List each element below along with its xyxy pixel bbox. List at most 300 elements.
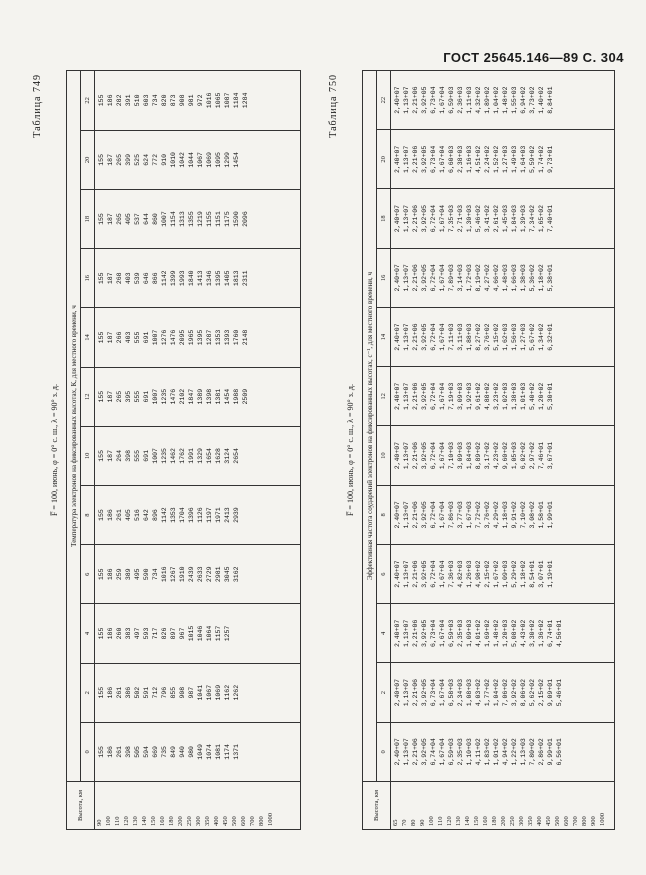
cell-value: 539 bbox=[134, 272, 141, 285]
cell-value: 6,74+04 bbox=[430, 738, 437, 766]
height-value: 100 bbox=[428, 816, 435, 826]
cell-value: 187 bbox=[107, 272, 114, 285]
cell-value: 7,72+02 bbox=[475, 501, 482, 529]
cell-value: 186 bbox=[107, 746, 114, 758]
cell-value: 155 bbox=[98, 390, 105, 403]
cell-value: 908 bbox=[179, 686, 186, 699]
hour-header: 18 bbox=[377, 189, 391, 248]
cell-value: 1355 bbox=[188, 211, 195, 227]
cell-value: 7,36+03 bbox=[448, 560, 455, 588]
cell-value: 8,84+01 bbox=[547, 86, 554, 114]
cell-value: 1399 bbox=[170, 270, 177, 287]
cell-value: 3,92+05 bbox=[421, 501, 428, 529]
cell-value: 1,13+07 bbox=[403, 501, 410, 529]
cell-value: 6,72+04 bbox=[430, 323, 437, 351]
cell-value: 2311 bbox=[242, 270, 249, 287]
height-value: 600 bbox=[563, 816, 570, 826]
cell-value: 691 bbox=[143, 331, 150, 344]
hour-header: 16 bbox=[81, 249, 95, 308]
hour-header: 0 bbox=[81, 722, 95, 781]
cell-value: 2095 bbox=[179, 329, 186, 346]
cell-value: 910 bbox=[161, 154, 168, 166]
cell-value: 1,01+03 bbox=[520, 382, 527, 411]
cell-value: 1462 bbox=[170, 448, 177, 464]
cell-value: 155 bbox=[98, 746, 105, 758]
cell-value: 1174 bbox=[224, 744, 231, 760]
cell-value: 5,67+02 bbox=[529, 323, 536, 351]
cell-value: 537 bbox=[134, 213, 141, 225]
table-subtitle: Эффективная частота соударений электронов на фиксированных высотах, с⁻¹, для местного времени, ч bbox=[363, 71, 377, 782]
cell-value: 1398 bbox=[206, 388, 213, 405]
cell-value: 1,18+02 bbox=[538, 264, 545, 292]
cell-value: 6,32+01 bbox=[547, 323, 554, 351]
cell-value: 5,30+01 bbox=[547, 382, 554, 411]
cell-value: 1,65+02 bbox=[538, 204, 545, 233]
cell-value: 2,21+06 bbox=[412, 382, 419, 411]
cell-value: 1,30+03 bbox=[466, 204, 473, 233]
height-value: 120 bbox=[446, 816, 453, 826]
cell-value: 2,21+06 bbox=[412, 619, 419, 648]
cell-value: 6,58+03 bbox=[448, 678, 455, 707]
cell-value: 2413 bbox=[224, 507, 231, 523]
cell-value: 4,66+02 bbox=[493, 264, 500, 292]
cell-value: 1329 bbox=[197, 448, 204, 464]
cell-value: 1,66+03 bbox=[511, 264, 518, 292]
cell-value: 3,92+05 bbox=[421, 264, 428, 292]
data-column bbox=[95, 189, 301, 248]
cell-value: 1154 bbox=[170, 211, 177, 227]
cell-value: 593 bbox=[143, 627, 150, 640]
cell-value: 8,54+01 bbox=[529, 560, 536, 588]
cell-value: 1,27+03 bbox=[520, 323, 527, 351]
cell-value: 155 bbox=[98, 686, 105, 699]
cell-value: 1,74+02 bbox=[538, 145, 545, 174]
cell-value: 3,92+05 bbox=[421, 204, 428, 233]
height-value: 150 bbox=[473, 816, 480, 826]
height-value: 1000 bbox=[599, 813, 606, 826]
cell-value: 1162 bbox=[224, 684, 231, 701]
cell-value: 1016 bbox=[206, 92, 213, 109]
cell-value: 1065 bbox=[215, 92, 222, 109]
cell-value: 4,29+02 bbox=[493, 501, 500, 529]
cell-value: 155 bbox=[98, 627, 105, 640]
cell-value: 4,94+02 bbox=[502, 738, 509, 766]
table-750-block bbox=[326, 70, 616, 830]
cell-value: 1074 bbox=[206, 744, 213, 760]
cell-value: 1015 bbox=[188, 625, 195, 642]
cell-value: 734 bbox=[152, 568, 159, 581]
cell-value: 1910 bbox=[179, 566, 186, 583]
cell-value: 1262 bbox=[233, 684, 240, 701]
height-value: 350 bbox=[527, 816, 534, 826]
cell-value: 1313 bbox=[179, 211, 186, 227]
height-value: 80 bbox=[410, 819, 417, 826]
cell-value: 1371 bbox=[233, 744, 240, 760]
cell-value: 1476 bbox=[170, 388, 177, 405]
cell-value: 3,14+03 bbox=[457, 264, 464, 292]
page-header: ГОСТ 25645.146—89 С. 304 bbox=[443, 50, 624, 65]
cell-value: 9,61+02 bbox=[475, 382, 482, 411]
height-header: Высота, км bbox=[363, 782, 391, 830]
height-value: 200 bbox=[177, 816, 184, 826]
cell-value: 1299 bbox=[224, 152, 231, 168]
height-value: 400 bbox=[536, 816, 543, 826]
cell-value: 3124 bbox=[224, 448, 231, 464]
cell-value: 5,40+02 bbox=[529, 382, 536, 411]
cell-value: 1,67+04 bbox=[439, 86, 446, 114]
cell-value: 1064 bbox=[206, 625, 213, 642]
cell-value: 1,67+04 bbox=[439, 619, 446, 648]
cell-value: 6,73+04 bbox=[430, 145, 437, 174]
cell-value: 7,40+01 bbox=[547, 204, 554, 233]
cell-value: 1,13+07 bbox=[403, 145, 410, 174]
cell-value: 2,24+02 bbox=[484, 145, 491, 174]
hour-header: 10 bbox=[81, 426, 95, 485]
cell-value: 187 bbox=[107, 331, 114, 344]
cell-value: 603 bbox=[143, 94, 150, 107]
hour-header: 12 bbox=[377, 367, 391, 426]
data-column bbox=[95, 604, 301, 663]
cell-value: 691 bbox=[143, 450, 150, 462]
cell-value: 3,76+02 bbox=[484, 501, 491, 529]
cell-value: 3,92+05 bbox=[421, 382, 428, 411]
cell-value: 2,15+02 bbox=[484, 560, 491, 588]
cell-value: 1,13+07 bbox=[403, 441, 410, 470]
height-value: 600 bbox=[240, 816, 247, 826]
cell-value: 1,67+04 bbox=[439, 382, 446, 411]
cell-value: 4,43+02 bbox=[520, 619, 527, 648]
cell-value: 3,09+03 bbox=[457, 382, 464, 411]
cell-value: 1,13+07 bbox=[403, 738, 410, 766]
height-value: 70 bbox=[401, 819, 408, 826]
cell-value: 9,09+01 bbox=[547, 678, 554, 707]
heights-column bbox=[391, 782, 615, 830]
cell-value: 1762 bbox=[179, 448, 186, 464]
cell-value: 1381 bbox=[215, 388, 222, 405]
cell-value: 282 bbox=[116, 94, 123, 107]
cell-value: 8,06+02 bbox=[520, 678, 527, 707]
cell-value: 510 bbox=[134, 94, 141, 107]
cell-value: 155 bbox=[98, 509, 105, 521]
cell-value: 2,71+03 bbox=[457, 204, 464, 233]
cell-value: 1,20+02 bbox=[538, 382, 545, 411]
table-formula: F̅ = 100, июнь, φ = 0° с. ш., λ = 90° з. д. bbox=[346, 384, 355, 517]
cell-value: 2654 bbox=[233, 448, 240, 464]
cell-value: 5,46+01 bbox=[556, 678, 563, 707]
cell-value: 7,35+03 bbox=[448, 204, 455, 233]
hours-header-row bbox=[81, 71, 95, 830]
cell-value: 2,40+07 bbox=[394, 382, 401, 411]
cell-value: 1,67+04 bbox=[439, 145, 446, 174]
cell-value: 155 bbox=[98, 450, 105, 462]
cell-value: 734 bbox=[152, 94, 159, 107]
cell-value: 1,20+03 bbox=[502, 619, 509, 648]
cell-value: 2,21+06 bbox=[412, 678, 419, 707]
cell-value: 555 bbox=[134, 390, 141, 403]
cell-value: 3,92+05 bbox=[421, 86, 428, 114]
cell-value: 1,08+03 bbox=[466, 678, 473, 707]
cell-value: 820 bbox=[161, 94, 168, 107]
cell-value: 2,21+06 bbox=[412, 738, 419, 766]
cell-value: 1813 bbox=[233, 270, 240, 287]
cell-value: 3,07+01 bbox=[538, 560, 545, 588]
cell-value: 1049 bbox=[197, 744, 204, 760]
cell-value: 268 bbox=[116, 272, 123, 285]
height-value: 140 bbox=[464, 816, 471, 826]
cell-value: 403 bbox=[125, 272, 132, 285]
cell-value: 391 bbox=[125, 94, 132, 107]
cell-value: 1155 bbox=[206, 211, 213, 227]
cell-value: 4,98+02 bbox=[475, 560, 482, 588]
height-value: 200 bbox=[500, 816, 507, 826]
cell-value: 405 bbox=[125, 213, 132, 225]
cell-value: 772 bbox=[152, 154, 159, 166]
cell-value: 6,60+03 bbox=[448, 145, 455, 174]
cell-value: 1,49+03 bbox=[511, 145, 518, 174]
data-column bbox=[95, 71, 301, 131]
cell-value: 1405 bbox=[224, 270, 231, 287]
cell-value: 502 bbox=[134, 686, 141, 699]
cell-value: 1346 bbox=[206, 270, 213, 287]
data-column bbox=[391, 663, 615, 722]
cell-value: 1,10+03 bbox=[466, 738, 473, 766]
cell-value: 6,59+03 bbox=[448, 619, 455, 648]
cell-value: 555 bbox=[134, 331, 141, 344]
cell-value: 3,30+02 bbox=[529, 619, 536, 648]
cell-value: 1,64+03 bbox=[520, 145, 527, 174]
cell-value: 1175 bbox=[224, 211, 231, 227]
cell-value: 1,52+02 bbox=[493, 145, 500, 174]
cell-value: 2,40+07 bbox=[394, 619, 401, 648]
rotated-page-content bbox=[30, 70, 616, 830]
cell-value: 3,92+05 bbox=[421, 145, 428, 174]
cell-value: 866 bbox=[152, 272, 159, 285]
cell-value: 187 bbox=[107, 450, 114, 462]
cell-value: 826 bbox=[161, 627, 168, 640]
cell-value: 1287 bbox=[206, 329, 213, 346]
cell-value: 6,72+04 bbox=[430, 204, 437, 233]
data-column bbox=[95, 308, 301, 367]
hour-header: 8 bbox=[81, 485, 95, 544]
cell-value: 6,94+02 bbox=[520, 86, 527, 114]
cell-value: 2,21+06 bbox=[412, 560, 419, 588]
cell-value: 3,92+05 bbox=[421, 323, 428, 351]
cell-value: 2981 bbox=[215, 566, 222, 583]
height-value: 500 bbox=[554, 816, 561, 826]
cell-value: 1,01+02 bbox=[493, 738, 500, 766]
cell-value: 1046 bbox=[197, 625, 204, 642]
hour-header: 18 bbox=[81, 189, 95, 248]
cell-value: 3,92+02 bbox=[511, 678, 518, 707]
table-749-block bbox=[30, 70, 298, 830]
cell-value: 395 bbox=[125, 390, 132, 403]
height-value: 350 bbox=[204, 816, 211, 826]
cell-value: 266 bbox=[116, 331, 123, 344]
cell-value: 1044 bbox=[188, 152, 195, 168]
cell-value: 9,91+02 bbox=[511, 501, 518, 529]
data-column bbox=[391, 367, 615, 426]
height-value: 180 bbox=[168, 816, 175, 826]
height-value: 300 bbox=[518, 816, 525, 826]
cell-value: 1,67+04 bbox=[439, 678, 446, 707]
cell-value: 1,11+03 bbox=[466, 86, 473, 114]
cell-value: 2,61+02 bbox=[493, 204, 500, 233]
cell-value: 3,11+03 bbox=[457, 323, 464, 351]
hour-header: 0 bbox=[377, 722, 391, 781]
cell-value: 5,29+02 bbox=[511, 560, 518, 588]
height-value: 900 bbox=[590, 816, 597, 826]
cell-value: 1,58+01 bbox=[538, 501, 545, 529]
cell-value: 940 bbox=[179, 746, 186, 758]
cell-value: 2,21+06 bbox=[412, 501, 419, 529]
cell-value: 1069 bbox=[215, 684, 222, 701]
cell-value: 1016 bbox=[161, 566, 168, 583]
cell-value: 6,59+03 bbox=[448, 86, 455, 114]
cell-value: 1,56+03 bbox=[511, 323, 518, 351]
cell-value: 2102 bbox=[179, 388, 186, 405]
data-column bbox=[391, 248, 615, 307]
cell-value: 1590 bbox=[233, 211, 240, 227]
cell-value: 7,19+03 bbox=[448, 382, 455, 411]
cell-value: 1235 bbox=[161, 388, 168, 405]
cell-value: 1,84+03 bbox=[511, 204, 518, 233]
data-table bbox=[66, 70, 301, 830]
hour-header: 6 bbox=[81, 545, 95, 604]
cell-value: 4,56+01 bbox=[556, 619, 563, 648]
hour-header: 20 bbox=[81, 130, 95, 189]
cell-value: 1965 bbox=[188, 329, 195, 346]
cell-value: 6,72+04 bbox=[430, 382, 437, 411]
cell-value: 155 bbox=[98, 272, 105, 285]
cell-value: 7,11+03 bbox=[448, 323, 455, 351]
cell-value: 3,92+05 bbox=[421, 619, 428, 648]
cell-value: 1,67+04 bbox=[439, 560, 446, 588]
height-value: 140 bbox=[141, 816, 148, 826]
cell-value: 2,21+06 bbox=[412, 264, 419, 292]
height-header: Высота, км bbox=[67, 782, 95, 830]
height-value: 130 bbox=[455, 816, 462, 826]
cell-value: 2,35+03 bbox=[457, 738, 464, 766]
table-formula: F̅ = 100, июнь, φ = 0° с. ш., λ = 90° з. д. bbox=[50, 384, 59, 517]
cell-value: 2,97+02 bbox=[529, 441, 536, 470]
cell-value: 1069 bbox=[206, 152, 213, 168]
hour-header: 14 bbox=[377, 308, 391, 367]
cell-value: 6,72+04 bbox=[430, 441, 437, 470]
cell-value: 1,04+02 bbox=[493, 86, 500, 114]
height-value: 700 bbox=[249, 816, 256, 826]
cell-value: 265 bbox=[116, 213, 123, 225]
cell-value: 3,17+02 bbox=[484, 441, 491, 470]
cell-value: 3,76+02 bbox=[484, 323, 491, 351]
height-value: 100 bbox=[105, 816, 112, 826]
cell-value: 1,13+07 bbox=[403, 204, 410, 233]
cell-value: 6,72+04 bbox=[430, 560, 437, 588]
cell-value: 860 bbox=[152, 213, 159, 225]
cell-value: 1,83+02 bbox=[484, 738, 491, 766]
cell-value: 398 bbox=[125, 746, 132, 758]
cell-value: 1,04+02 bbox=[493, 678, 500, 707]
height-value: 160 bbox=[482, 816, 489, 826]
cell-value: 1,16+03 bbox=[466, 145, 473, 174]
cell-value: 591 bbox=[143, 686, 150, 699]
data-column bbox=[391, 545, 615, 604]
cell-value: 1,69+02 bbox=[484, 619, 491, 648]
cell-value: 1,39+03 bbox=[520, 204, 527, 233]
cell-value: 1393 bbox=[224, 329, 231, 346]
cell-value: 7,34+02 bbox=[529, 204, 536, 233]
cell-value: 389 bbox=[125, 568, 132, 581]
height-value: 500 bbox=[231, 816, 238, 826]
cell-value: 1,34+02 bbox=[538, 323, 545, 351]
height-value: 450 bbox=[545, 816, 552, 826]
cell-value: 399 bbox=[125, 154, 132, 166]
cell-value: 186 bbox=[107, 686, 114, 699]
cell-value: 261 bbox=[116, 509, 123, 521]
cell-value: 261 bbox=[116, 746, 123, 758]
cell-value: 260 bbox=[116, 627, 123, 640]
cell-value: 1,27+03 bbox=[502, 145, 509, 174]
cell-value: 1,38+03 bbox=[511, 382, 518, 411]
cell-value: 1,77+02 bbox=[484, 678, 491, 707]
cell-value: 987 bbox=[188, 686, 195, 699]
cell-value: 669 bbox=[152, 746, 159, 758]
cell-value: 525 bbox=[134, 154, 141, 166]
cell-value: 1395 bbox=[197, 329, 204, 346]
cell-value: 3,92+05 bbox=[421, 678, 428, 707]
cell-value: 594 bbox=[143, 746, 150, 758]
height-value: 90 bbox=[419, 819, 426, 826]
cell-value: 1,22+02 bbox=[511, 738, 518, 766]
cell-value: 2,21+06 bbox=[412, 323, 419, 351]
cell-value: 3,09+03 bbox=[457, 441, 464, 470]
heights-column bbox=[95, 782, 301, 830]
cell-value: 2,40+07 bbox=[394, 501, 401, 529]
height-value: 800 bbox=[258, 816, 265, 826]
cell-value: 4,01+02 bbox=[475, 619, 482, 648]
cell-value: 1,13+07 bbox=[403, 86, 410, 114]
cell-value: 1,84+03 bbox=[466, 441, 473, 470]
cell-value: 1971 bbox=[215, 507, 222, 523]
cell-value: 5,15+02 bbox=[493, 323, 500, 351]
cell-value: 1,18+02 bbox=[520, 560, 527, 588]
cell-value: 1,67+04 bbox=[439, 501, 446, 529]
cell-value: 2,40+07 bbox=[394, 264, 401, 292]
height-value: 120 bbox=[123, 816, 130, 826]
cell-value: 1142 bbox=[161, 270, 168, 287]
cell-value: 908 bbox=[179, 94, 186, 107]
cell-value: 2,40+07 bbox=[394, 204, 401, 233]
cell-value: 3162 bbox=[233, 566, 240, 583]
cell-value: 1,05+03 bbox=[511, 441, 518, 470]
cell-value: 1760 bbox=[233, 329, 240, 346]
cell-value: 1197 bbox=[206, 507, 213, 523]
cell-value: 1,67+04 bbox=[439, 264, 446, 292]
cell-value: 1,13+07 bbox=[403, 382, 410, 411]
cell-value: 646 bbox=[143, 272, 150, 285]
cell-value: 644 bbox=[143, 213, 150, 225]
cell-value: 5,38+01 bbox=[547, 264, 554, 292]
height-value: 110 bbox=[437, 816, 444, 826]
cell-value: 405 bbox=[125, 509, 132, 521]
cell-value: 7,46+01 bbox=[538, 441, 545, 470]
cell-value: 264 bbox=[116, 450, 123, 462]
cell-value: 9,99+01 bbox=[547, 738, 554, 766]
cell-value: 1067 bbox=[197, 152, 204, 168]
cell-value: 9,60+02 bbox=[502, 441, 509, 470]
cell-value: 1,88+03 bbox=[466, 323, 473, 351]
cell-value: 873 bbox=[170, 94, 177, 107]
cell-value: 1454 bbox=[224, 388, 231, 405]
